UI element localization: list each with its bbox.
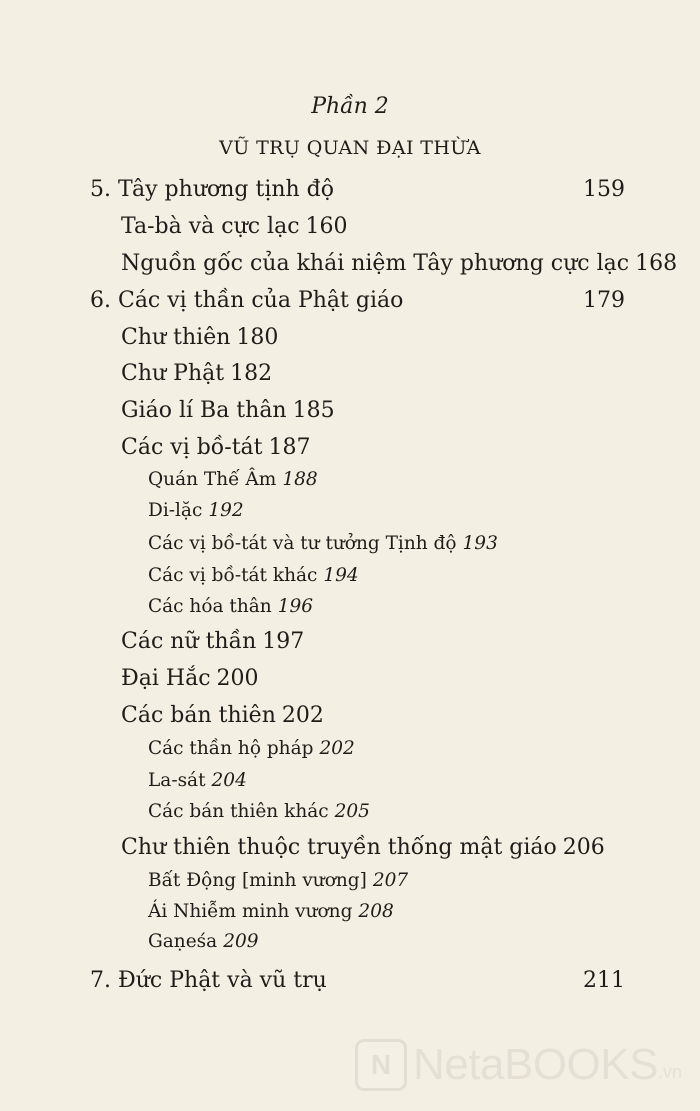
toc-entry-title: Các bán thiên xyxy=(121,703,276,728)
toc-subentry-title: Các thần hộ pháp xyxy=(148,738,314,759)
toc-entry-page: 202 xyxy=(281,703,324,728)
toc-subentry xyxy=(148,901,394,922)
toc-entry-page: 185 xyxy=(292,398,335,423)
toc-entry-page: 168 xyxy=(635,251,678,276)
toc-subentry-page: 196 xyxy=(277,596,313,617)
toc-entry-page: 200 xyxy=(216,666,259,691)
toc-subentry-title: Các hóa thân xyxy=(148,596,272,617)
chapter-6-title: 6. Các vị thần của Phật giáo xyxy=(90,288,404,313)
toc-subentry-page: 208 xyxy=(358,901,394,922)
toc-entry xyxy=(121,666,259,691)
toc-subentry-page: 205 xyxy=(334,801,370,822)
toc-entry-page: 160 xyxy=(305,214,348,239)
toc-entry-title: Chư thiên thuộc truyền thống mật giáo xyxy=(121,835,557,860)
chapter-7-title: 7. Đức Phật và vũ trụ xyxy=(90,968,327,993)
toc-entry-page: 197 xyxy=(262,629,305,654)
toc-subentry-page: 194 xyxy=(323,565,359,586)
toc-subentry-page: 193 xyxy=(462,533,498,554)
toc-subentry-title: La-sát xyxy=(148,770,206,791)
toc-entry-title: Ta-bà và cực lạc xyxy=(121,214,300,239)
toc-subentry-page: 209 xyxy=(223,931,259,952)
toc-entry-title: Nguồn gốc của khái niệm Tây phương cực lạc xyxy=(121,251,630,276)
section-heading: VŨ TRỤ QUAN ĐẠI THỪA xyxy=(219,137,481,159)
toc-subentry xyxy=(148,870,408,891)
toc-subentry-title: Gaṇeśa xyxy=(148,931,218,952)
toc-entry xyxy=(121,629,304,654)
toc-subentry-page: 204 xyxy=(211,770,247,791)
toc-subentry-page: 188 xyxy=(282,469,318,490)
toc-entry xyxy=(121,398,335,423)
toc-entry-title: Chư Phật xyxy=(121,361,225,386)
toc-subentry-page: 202 xyxy=(319,738,355,759)
part-label: Phần 2 xyxy=(311,94,389,119)
toc-entry-title: Chư thiên xyxy=(121,325,231,350)
toc-subentry xyxy=(148,931,259,952)
toc-entry xyxy=(121,214,348,239)
toc-subentry xyxy=(148,469,318,490)
toc-entry-title: Các nữ thần xyxy=(121,629,257,654)
toc-subentry xyxy=(148,533,498,554)
toc-entry xyxy=(121,835,605,860)
chapter-6-page: 179 xyxy=(583,288,625,313)
chapter-5-page: 159 xyxy=(583,177,625,202)
toc-subentry-title: Di-lặc xyxy=(148,500,203,521)
toc-entry-title: Đại Hắc xyxy=(121,666,211,691)
toc-subentry-title: Ái Nhiễm minh vương xyxy=(148,901,353,922)
toc-entry xyxy=(121,251,677,276)
toc-subentry-title: Các bán thiên khác xyxy=(148,801,329,822)
toc-entry xyxy=(121,325,278,350)
toc-entry-page: 182 xyxy=(230,361,273,386)
chapter-7-page: 211 xyxy=(583,968,625,993)
toc-entry xyxy=(121,435,311,460)
toc-subentry-title: Các vị bồ-tát khác xyxy=(148,565,318,586)
toc-entry-page: 187 xyxy=(268,435,311,460)
watermark-suffix: .vn xyxy=(657,1062,682,1082)
toc-entry xyxy=(121,703,324,728)
toc-entry-title: Các vị bồ-tát xyxy=(121,435,263,460)
watermark-brand: NetaBOOKS xyxy=(413,1040,658,1089)
netabooks-watermark xyxy=(355,1039,682,1091)
toc-entry-title: Giáo lí Ba thân xyxy=(121,398,287,423)
chapter-5-title: 5. Tây phương tịnh độ xyxy=(90,177,335,202)
toc-subentry xyxy=(148,596,313,617)
toc-subentry xyxy=(148,500,244,521)
toc-subentry-title: Các vị bồ-tát và tư tưởng Tịnh độ xyxy=(148,533,457,554)
toc-subentry xyxy=(148,738,355,759)
toc-subentry-page: 207 xyxy=(372,870,409,891)
toc-subentry-title: Quán Thế Âm xyxy=(148,469,277,490)
toc-subentry xyxy=(148,770,247,791)
netabooks-logo-icon: N xyxy=(355,1039,407,1091)
toc-entry xyxy=(121,361,272,386)
toc-subentry-page: 192 xyxy=(208,500,244,521)
toc-entry-page: 180 xyxy=(236,325,279,350)
toc-entry-page: 206 xyxy=(562,835,605,860)
toc-subentry xyxy=(148,801,370,822)
toc-subentry-title: Bất Động [minh vương] xyxy=(148,870,367,891)
toc-subentry xyxy=(148,565,359,586)
